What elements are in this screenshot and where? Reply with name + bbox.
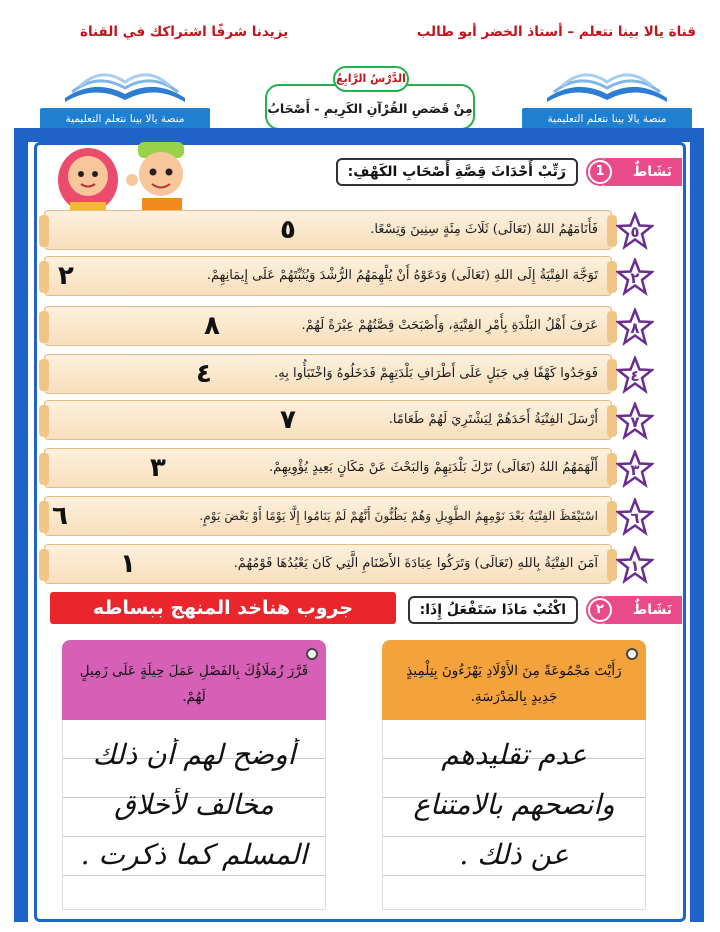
event-text: فَأَنَامَهُمُ اللهُ (تَعَالَى) ثَلَاثَ مِئَةٍ سِنِينَ وَتِسْعًا. (370, 222, 598, 237)
order-star-number: ٥ (630, 223, 640, 241)
handwritten-answer: ٤ (196, 359, 212, 389)
order-star (616, 258, 654, 296)
order-star-number: ٣ (630, 461, 640, 479)
group-banner: جروب هناخد المنهج ببساطه (50, 592, 396, 624)
order-star (616, 450, 654, 488)
lesson-title-box (265, 66, 475, 134)
handwritten-line: مخالف لأخلاق (114, 788, 274, 821)
order-star (616, 546, 654, 584)
event-text: عَرَفَ أَهْلُ البَلْدَةِ بِأَمْرِ الفِتْيَةِ، وَأَصْبَحَتْ قِصَّتُهُمْ عِبْرَةً لَهُمْ. (301, 318, 598, 333)
activity-1-header (330, 158, 682, 186)
order-star-number: ٨ (630, 319, 640, 337)
event-text: تَوَجَّهَ الفِتْيَةُ إِلَى اللهِ (تَعَالَى) وَدَعَوْهُ أَنْ يُلْهِمَهُمُ الرُّشْدَ وَيُثَبِّتَهُمْ عَلَى إِيمَانِهِمْ. (206, 268, 598, 283)
handwritten-answer: ٥ (280, 215, 296, 245)
open-book-icon (60, 60, 190, 104)
event-text: آمَنَ الفِتْيَةُ بِاللهِ (تَعَالَى) وَتَرَكُوا عِبَادَةَ الأَصْنَامِ الَّتِي كَانَ يَعْبُدُهَا قَوْمُهُمْ. (233, 556, 598, 571)
activity-2-number: ٢ (588, 598, 612, 622)
order-star-number: ٧ (630, 413, 640, 431)
handwritten-answer: ٢ (58, 261, 74, 291)
order-star (616, 498, 654, 536)
handwritten-answer: ١ (120, 549, 136, 579)
event-row (44, 544, 612, 584)
event-text: فَوَجَدُوا كَهْفًا فِي جَبَلٍ عَلَى أَطْرَافِ بَلْدَتِهِمْ فَدَخَلُوهُ وَاخْتَبَأُوا بِهِ. (274, 366, 598, 381)
handwritten-answer: ٧ (280, 405, 296, 435)
card-pin-icon (626, 648, 638, 660)
event-row (44, 496, 612, 536)
event-row (44, 354, 612, 394)
activity-2-title: اكْتُبْ مَاذَا سَتَفْعَلُ إِذَا: (408, 596, 578, 624)
activity-1-title: رَتِّبْ أَحْدَاثَ قِصَّةِ أَصْحَابِ الكَهْفِ: (336, 158, 578, 186)
event-row (44, 210, 612, 250)
platform-logo-right (522, 60, 692, 130)
event-text: اسْتَيْقَظَ الفِتْيَةُ بَعْدَ نَوْمِهِمُ الطَّوِيلِ وَهُمْ يَظُنُّونَ أَنَّهُمْ لَمْ يَنَامُوا إِلَّا يَوْمًا أَوْ بَعْضَ يَوْمٍ. (199, 509, 598, 523)
activity-1-number: 1 (588, 160, 612, 184)
event-row (44, 256, 612, 296)
handwritten-line: عن ذلك . (459, 838, 569, 871)
scenario-prompt: رَأَيْتَ مَجْمُوعَةً مِنَ الأَوْلَادِ يَهْزَءُونَ بِتِلْمِيذٍ جَدِيدٍ بِالمَدْرَسَةِ. (382, 640, 646, 720)
order-star-number: ١ (630, 557, 640, 575)
scenario-card-left (62, 640, 326, 910)
order-star-number: ٤ (630, 367, 640, 385)
scenario-card-right (382, 640, 646, 910)
subscribe-note: يزيدنا شرفًا اشتراكك في القناة (80, 24, 289, 40)
frame-rail-left (14, 142, 28, 922)
scenario-prompt: قَرَّرَ زُمَلَاؤُكَ بِالفَصْلِ عَمَلَ حِيلَةٍ عَلَى زَمِيلٍ لَهُمْ. (62, 640, 326, 720)
channel-title: قناة يالا بينا نتعلم – أستاذ الخضر أبو طالب (416, 24, 696, 40)
logo-strip-text: منصة يالا بينا نتعلم التعليمية (522, 108, 692, 130)
event-text: أَلْهَمَهُمُ اللهُ (تَعَالَى) تَرْكَ بَلْدَتِهِمْ وَالبَحْثَ عَنْ مَكَانٍ بَعِيدٍ يُؤْوِيهِمْ. (269, 460, 598, 475)
order-star-number: ٢ (630, 269, 640, 287)
handwritten-answer: ٦ (52, 501, 68, 531)
lesson-title: مِنْ قَصَصِ القُرْآنِ الكَرِيمِ - أَصْحَابُ (265, 84, 475, 130)
header (10, 8, 710, 143)
order-star-number: ٦ (630, 509, 640, 527)
activity-2-tag: نَشَاطٌ (602, 596, 682, 624)
logo-strip-text: منصة يالا بينا نتعلم التعليمية (40, 108, 210, 130)
event-text: أَرْسَلَ الفِتْيَةُ أَحَدَهُمْ لِيَشْتَرِيَ لَهُمْ طَعَامًا. (388, 412, 598, 427)
open-book-icon (542, 60, 672, 104)
order-star (616, 212, 654, 250)
handwritten-line: عدم تقليدهم (441, 738, 587, 771)
platform-logo-left (40, 60, 210, 130)
handwritten-answer: ٨ (204, 311, 220, 341)
handwritten-line: أوضح لهم أن ذلك (92, 738, 296, 771)
card-pin-icon (306, 648, 318, 660)
handwritten-answer: ٣ (150, 453, 166, 483)
order-star (616, 356, 654, 394)
lesson-number: الدَّرْسُ الرَّابِعُ (333, 66, 409, 92)
frame-rail-right (690, 142, 704, 922)
event-row (44, 306, 612, 346)
activity-1-tag: نَشَاطٌ (602, 158, 682, 186)
activity-2-header (420, 596, 682, 624)
handwritten-line: وانصحهم بالامتناع (413, 788, 615, 821)
event-row (44, 448, 612, 488)
handwritten-line: المسلم كما ذكرت . (80, 838, 308, 871)
order-star (616, 308, 654, 346)
event-row (44, 400, 612, 440)
order-star (616, 402, 654, 440)
